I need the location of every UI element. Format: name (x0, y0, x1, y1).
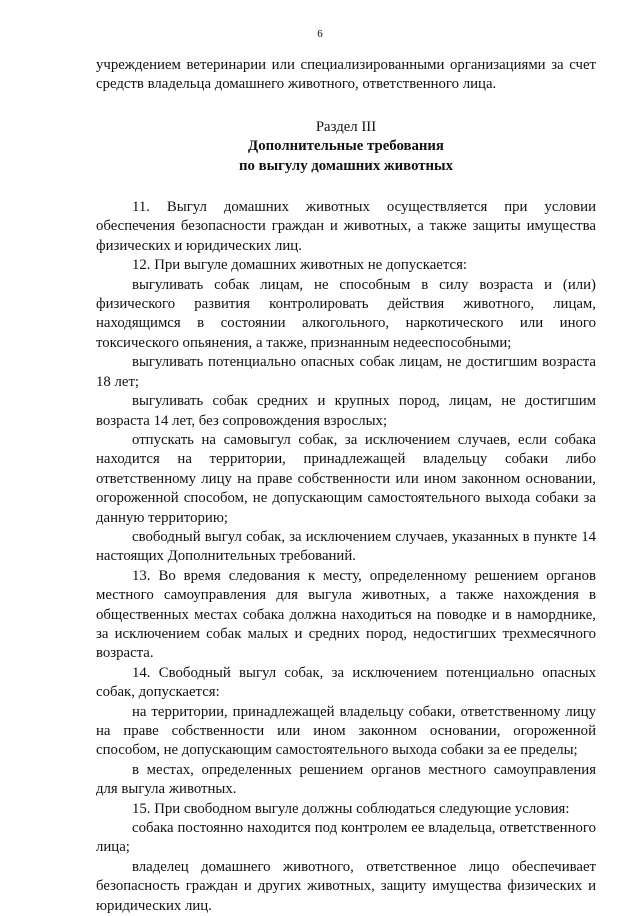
paragraph-15-item-1: собака постоянно находится под контролем ее владельца, ответственного лица; (96, 820, 596, 856)
paragraph-13: 13. Во время следования к месту, определенному решением органов местного самоуправления для выгула животных, а также нахождения в общественных местах собака должна находиться на поводке и в наморднике, за исключением собак малых и средних пород, недостигших трехмесячного возраста. (96, 567, 596, 662)
paragraph-11: 11. Выгул домашних животных осуществляется при условии обеспечения безопасности граждан и животных, а также защиты имущества физических и юридических лиц. (96, 199, 596, 254)
section-title-line2: по выгулу домашних животных (238, 157, 454, 174)
paragraph-15-item-2: владелец домашнего животного, ответственное лицо обеспечивает безопасность граждан и других животных, защиту имущества физических и юридических лиц. (96, 858, 596, 914)
paragraph-12-item-4: отпускать на самовыгул собак, за исключением случаев, если собака находится на территории, принадлежащей владельцу собаки либо ответственному лицу на праве собственности или ином законном основании, огороженной способом, не допускающим самостоятельного выхода собаки за данную территорию; (96, 431, 596, 526)
intro-paragraph: учреждением ветеринарии или специализированными организациями за счет средств владельца домашнего животного, ответственного лица. (96, 57, 596, 93)
section-header (96, 118, 596, 176)
paragraph-14-item-2: в местах, определенных решением органов местного самоуправления для выгула животных. (96, 761, 596, 798)
paragraph-14: 14. Свободный выгул собак, за исключением потенциально опасных собак, допускается: (96, 664, 596, 701)
section-title-line1: Дополнительные требования (248, 138, 444, 155)
paragraph-14-item-1: на территории, принадлежащей владельцу собаки, ответственному лицу на праве собственности или ином законном основании, огороженной способом, не допускающим самостоятельного выхода собаки за ее пределы; (96, 703, 596, 759)
paragraph-12: 12. При выгуле домашних животных не допускается: (132, 257, 467, 274)
page-number: 6 (317, 28, 323, 40)
section-heading: Раздел III (315, 118, 377, 135)
paragraph-12-item-3: выгуливать собак средних и крупных пород, лицам, не достигшим возраста 14 лет, без сопровождения взрослых; (96, 393, 596, 429)
paragraph-15: 15. При свободном выгуле должны соблюдаться следующие условия: (132, 800, 570, 817)
paragraph-12-item-2: выгуливать потенциально опасных собак лицам, не достигшим возраста 18 лет; (96, 354, 596, 390)
paragraph-12-item-5: свободный выгул собак, за исключением случаев, указанных в пункте 14 настоящих Дополнительных требований. (96, 528, 596, 565)
document-body (96, 56, 596, 916)
paragraph-12-item-1: выгуливать собак лицам, не способным в силу возраста и (или) физического развития контролировать действия животного, лицам, находящимся в состоянии алкогольного, наркотического или иного токсического опьянения, а также, признанным недееспособными; (96, 276, 596, 351)
